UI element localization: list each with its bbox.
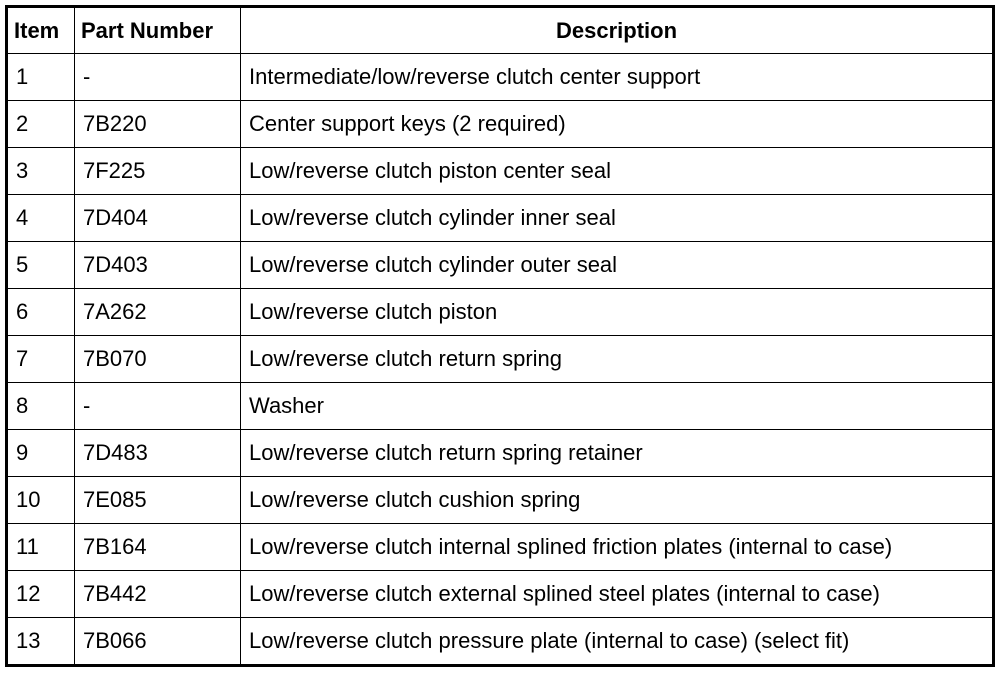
description-cell: Low/reverse clutch return spring xyxy=(241,336,994,383)
table-row xyxy=(7,289,994,336)
description-cell: Low/reverse clutch external splined steel plates (internal to case) xyxy=(241,571,994,618)
table-row xyxy=(7,195,994,242)
part-number-cell: 7B164 xyxy=(75,524,241,571)
item-cell: 7 xyxy=(7,336,75,383)
description-cell: Low/reverse clutch cylinder inner seal xyxy=(241,195,994,242)
description-cell: Low/reverse clutch internal splined friction plates (internal to case) xyxy=(241,524,994,571)
description-cell: Low/reverse clutch piston xyxy=(241,289,994,336)
description-cell: Low/reverse clutch return spring retainer xyxy=(241,430,994,477)
item-cell: 12 xyxy=(7,571,75,618)
item-cell: 8 xyxy=(7,383,75,430)
table-body xyxy=(7,54,994,666)
header-part-number: Part Number xyxy=(75,7,241,54)
table-row xyxy=(7,383,994,430)
description-cell: Low/reverse clutch cushion spring xyxy=(241,477,994,524)
parts-table xyxy=(5,5,995,667)
description-cell: Intermediate/low/reverse clutch center support xyxy=(241,54,994,101)
part-number-cell: 7F225 xyxy=(75,148,241,195)
item-cell: 2 xyxy=(7,101,75,148)
item-cell: 9 xyxy=(7,430,75,477)
table-row xyxy=(7,571,994,618)
description-cell: Low/reverse clutch cylinder outer seal xyxy=(241,242,994,289)
header-row xyxy=(7,7,994,54)
part-number-cell: 7D404 xyxy=(75,195,241,242)
table-row xyxy=(7,477,994,524)
part-number-cell: 7E085 xyxy=(75,477,241,524)
item-cell: 3 xyxy=(7,148,75,195)
table-row xyxy=(7,101,994,148)
item-cell: 13 xyxy=(7,618,75,666)
description-cell: Low/reverse clutch pressure plate (internal to case) (select fit) xyxy=(241,618,994,666)
table-row xyxy=(7,618,994,666)
description-cell: Washer xyxy=(241,383,994,430)
item-cell: 4 xyxy=(7,195,75,242)
table-row xyxy=(7,336,994,383)
part-number-cell: 7A262 xyxy=(75,289,241,336)
part-number-cell: 7B070 xyxy=(75,336,241,383)
part-number-cell: 7B442 xyxy=(75,571,241,618)
description-cell: Center support keys (2 required) xyxy=(241,101,994,148)
part-number-cell: 7B066 xyxy=(75,618,241,666)
part-number-cell: 7D483 xyxy=(75,430,241,477)
part-number-cell: 7D403 xyxy=(75,242,241,289)
description-cell: Low/reverse clutch piston center seal xyxy=(241,148,994,195)
table-row xyxy=(7,430,994,477)
table-header xyxy=(7,7,994,54)
item-cell: 11 xyxy=(7,524,75,571)
part-number-cell: - xyxy=(75,383,241,430)
table-row xyxy=(7,148,994,195)
part-number-cell: 7B220 xyxy=(75,101,241,148)
part-number-cell: - xyxy=(75,54,241,101)
table-row xyxy=(7,524,994,571)
item-cell: 5 xyxy=(7,242,75,289)
table-row xyxy=(7,54,994,101)
table-row xyxy=(7,242,994,289)
item-cell: 6 xyxy=(7,289,75,336)
header-item: Item xyxy=(7,7,75,54)
item-cell: 1 xyxy=(7,54,75,101)
item-cell: 10 xyxy=(7,477,75,524)
header-description: Description xyxy=(241,7,994,54)
